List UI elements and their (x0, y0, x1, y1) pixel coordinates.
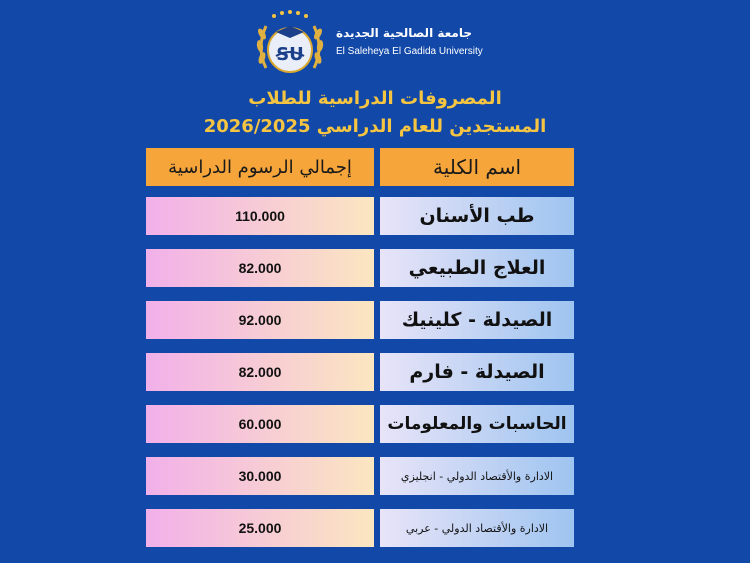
faculty-name: طب الأسنان (380, 197, 574, 235)
university-name-english: El Saleheya El Gadida University (336, 46, 483, 57)
faculty-name: الصيدلة - فارم (380, 353, 574, 391)
page-title-line2: المستجدين للعام الدراسي 2026/2025 (203, 116, 547, 137)
university-name-arabic: جامعة الصالحية الجديدة (336, 26, 472, 40)
university-emblem-icon (252, 8, 328, 80)
header-faculty: اسم الكلية (380, 148, 574, 186)
fee-value: 82.000 (146, 249, 374, 287)
header-fees: إجمالي الرسوم الدراسية (146, 148, 374, 186)
fee-value: 92.000 (146, 301, 374, 339)
page-title-line1: المصروفات الدراسية للطلاب (248, 88, 502, 109)
fee-value: 30.000 (146, 457, 374, 495)
fee-value: 110.000 (146, 197, 374, 235)
faculty-name: الادارة والأقتصاد الدولي - انجليزي (380, 457, 574, 495)
fee-value: 60.000 (146, 405, 374, 443)
fee-value: 82.000 (146, 353, 374, 391)
faculty-name: العلاج الطبيعي (380, 249, 574, 287)
university-logo (252, 8, 483, 80)
svg-text:SU: SU (276, 44, 304, 65)
faculty-name: الصيدلة - كلينيك (380, 301, 574, 339)
faculty-name: الادارة والأقتصاد الدولي - عربي (380, 509, 574, 547)
faculty-name: الحاسبات والمعلومات (380, 405, 574, 443)
fee-value: 25.000 (146, 509, 374, 547)
